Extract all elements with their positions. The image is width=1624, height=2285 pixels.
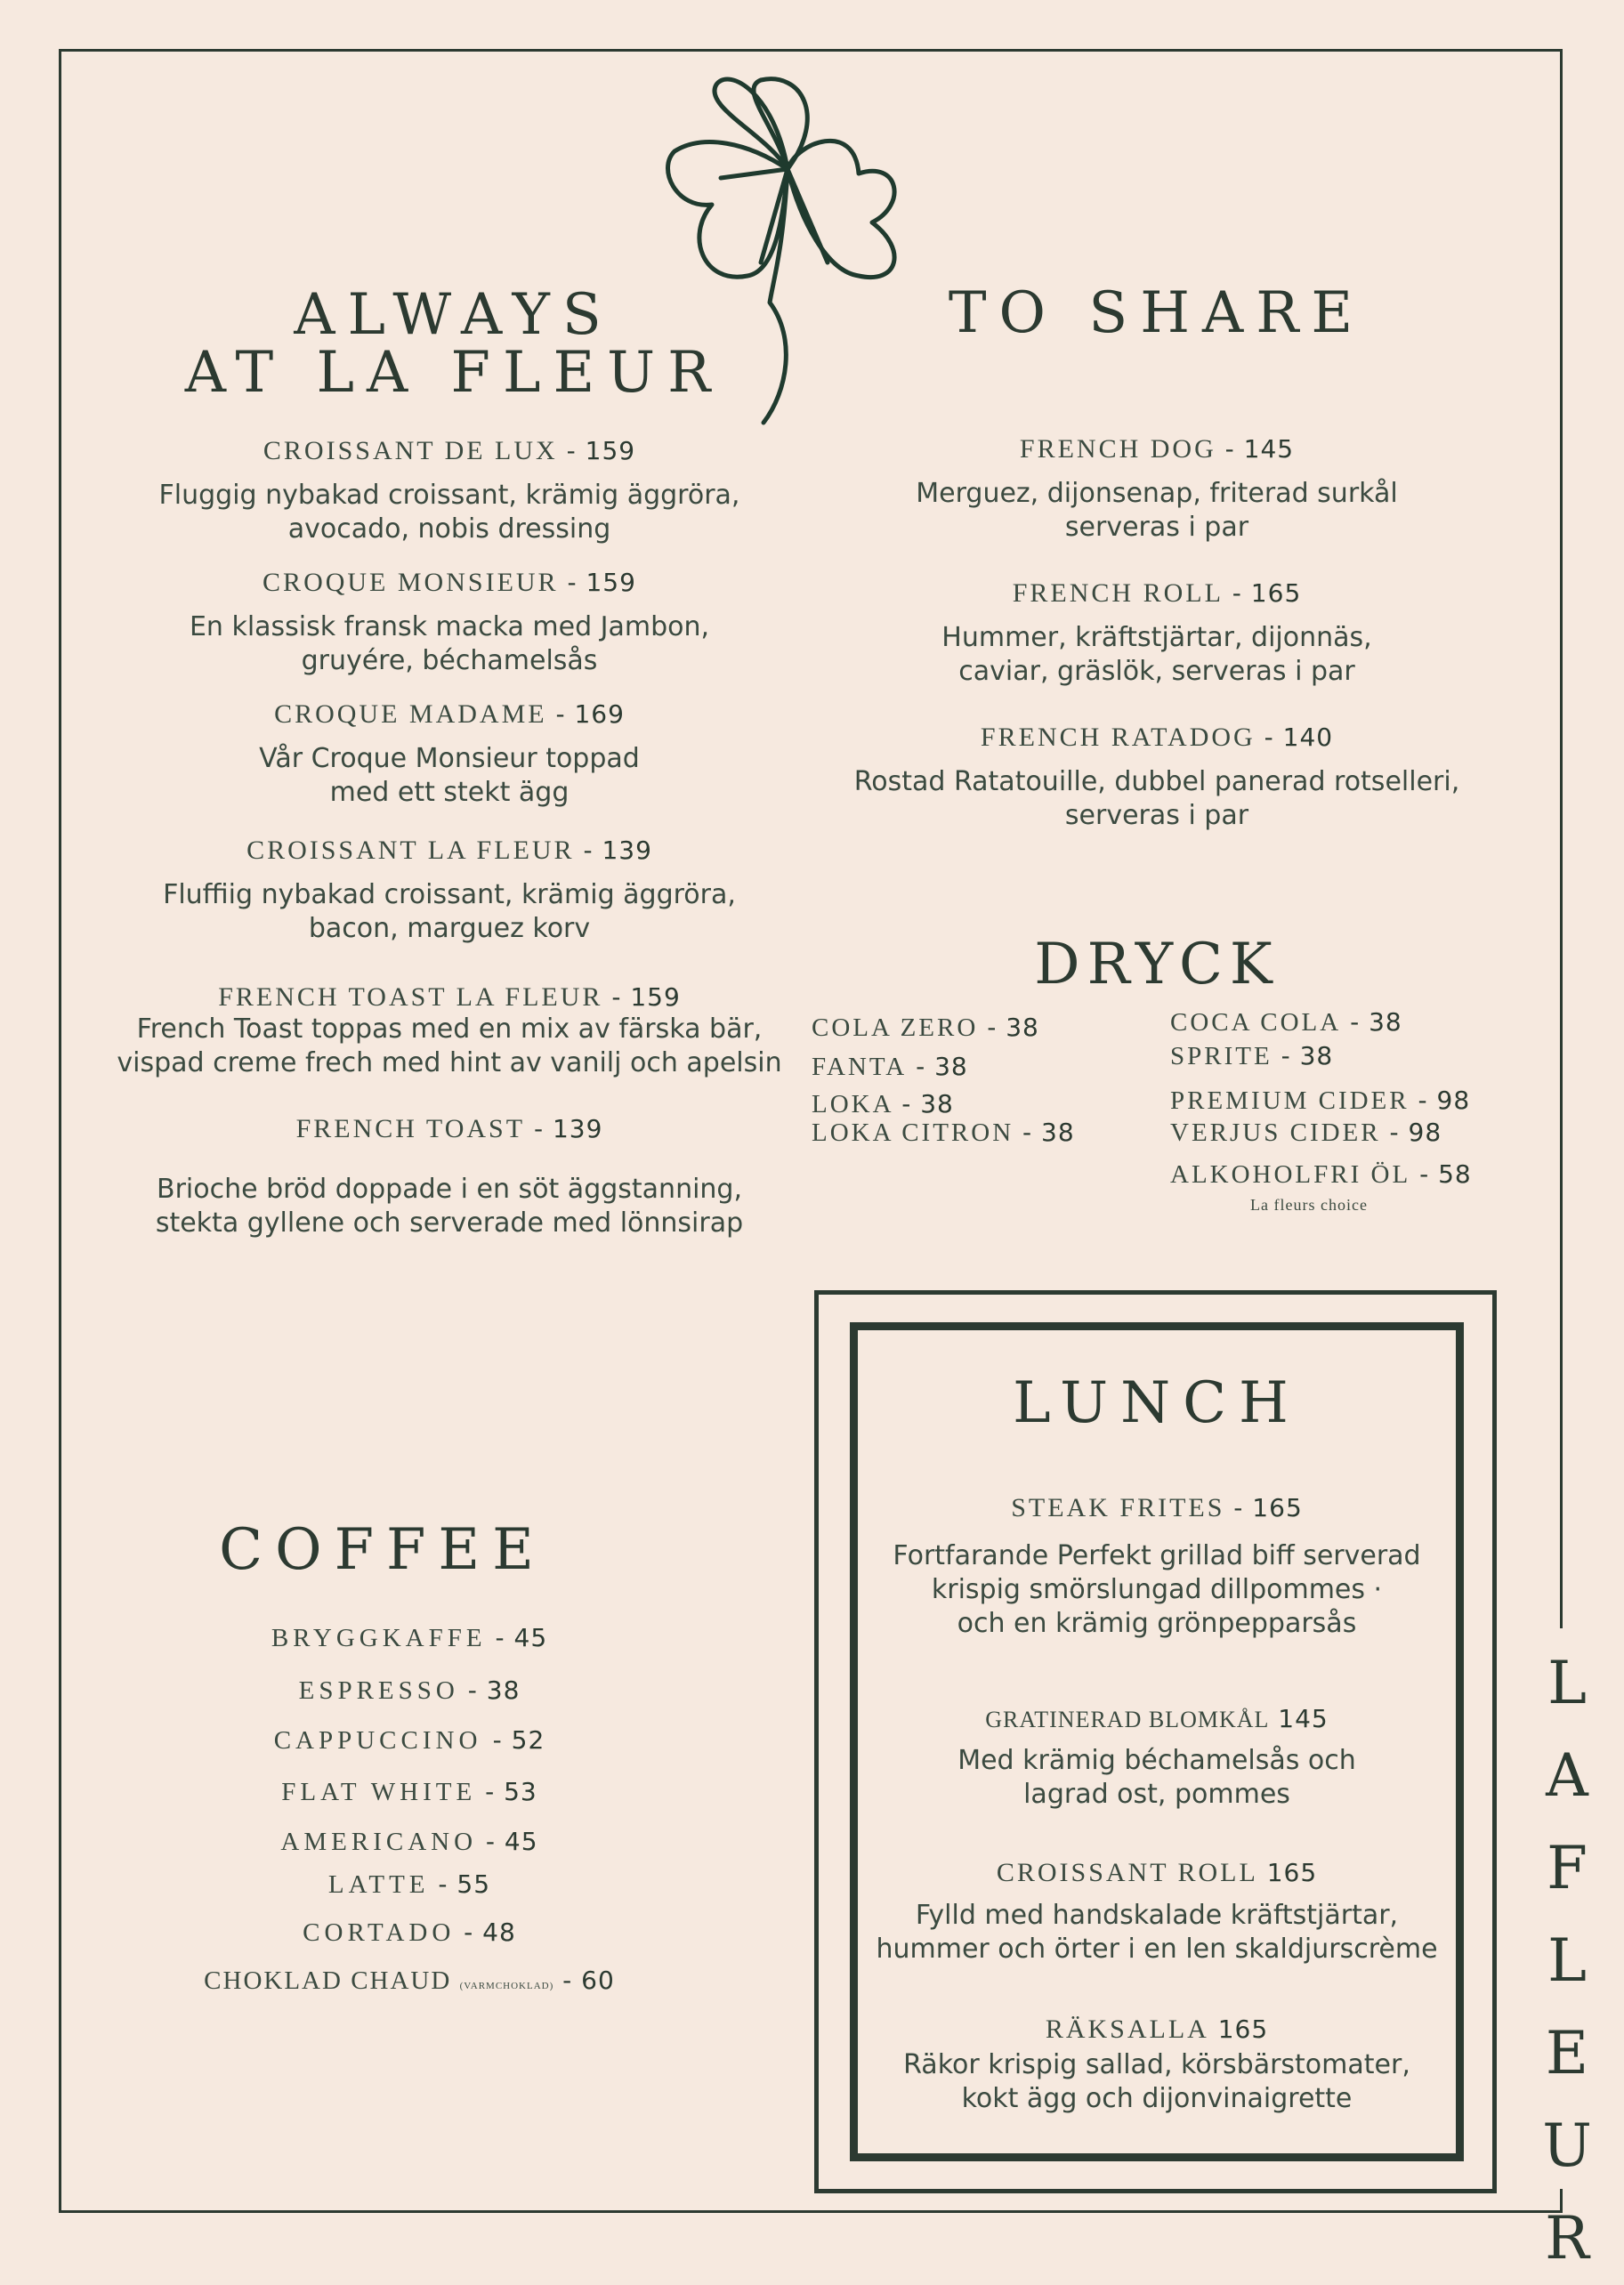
item-price: - 159 [558,568,636,597]
coffee-item [125,1623,694,1653]
drink-price: - 38 [1272,1041,1334,1070]
item-desc: Vår Croque Monsieur toppad [259,743,640,774]
item-desc: Merguez, dijonsenap, friterad surkål [916,478,1398,509]
brand-letter: F [1547,1834,1588,1902]
menu-item [80,568,819,678]
item-desc: Rostad Ratatouille, dubbel panerad rotselleri, [853,766,1460,797]
drink-note: La fleurs choice [1250,1196,1368,1214]
always-heading-line1: ALWAYS [294,282,614,348]
share-heading: TO SHARE [948,280,1366,346]
drink-item [1170,1159,1472,1190]
drink-price: - 38 [907,1052,968,1081]
drink-item [812,1052,968,1082]
item-desc: caviar, gräslök, serveras i par [958,656,1355,687]
drink-item [1170,1007,1402,1038]
coffee-name: CORTADO [303,1918,456,1947]
drink-name: COLA ZERO [812,1013,979,1042]
item-price: - 159 [602,982,681,1012]
item-price: 145 [1269,1704,1329,1733]
item-price: - 165 [1224,1493,1303,1522]
item-name: STEAK FRITES [1011,1493,1225,1522]
item-desc: gruyére, béchamelsås [301,645,598,676]
menu-item [80,836,819,946]
drink-name: FANTA [812,1053,908,1081]
item-price: - 165 [1223,578,1302,608]
brand-letter: E [1545,2019,1589,2087]
coffee-name: FLAT WHITE [281,1778,477,1806]
coffee-price: - 53 [476,1777,537,1806]
item-name: RÄKSALLA [1045,2015,1209,2044]
coffee-name: LATTE [327,1870,430,1899]
coffee-price: - 48 [455,1918,516,1947]
menu-item [819,723,1495,833]
drink-name: ALKOHOLFRI ÖL [1170,1160,1411,1189]
menu-item [80,1114,819,1240]
item-desc: avocado, nobis dressing [287,513,611,545]
coffee-note: (VARMCHOKLAD) [459,1981,554,1991]
drink-name: SPRITE [1170,1042,1273,1070]
drink-price: - 58 [1410,1159,1472,1189]
coffee-price: - 52 [492,1725,545,1755]
coffee-item [125,1966,694,1996]
coffee-name: BRYGGKAFFE [271,1624,487,1652]
item-name: CROISSANT DE LUX [263,436,558,465]
item-name: FRENCH TOAST LA FLEUR [218,982,603,1012]
item-price: - 139 [525,1114,603,1143]
coffee-item [125,1918,694,1948]
item-desc: Räkor krispig sallad, körsbärstomater, [903,2049,1410,2080]
item-desc: Fluggig nybakad croissant, krämig äggröra, [158,480,740,511]
brand-letter: R [1545,2204,1589,2273]
item-name: CROQUE MONSIEUR [263,568,559,597]
menu-item [854,2015,1459,2116]
item-desc: serveras i par [1064,512,1249,543]
coffee-name: ESPRESSO [298,1676,459,1705]
item-desc: En klassisk fransk macka med Jambon, [189,611,710,642]
item-price: - 145 [1216,434,1295,464]
drink-price: - 38 [901,1089,954,1118]
item-desc: Fortfarande Perfekt grillad biff serverad [893,1540,1421,1571]
item-name: FRENCH TOAST [295,1114,526,1143]
drink-item [812,1013,1039,1043]
coffee-price: - 38 [458,1675,521,1705]
drink-name: COCA COLA [1170,1008,1342,1037]
menu-item [854,1493,1459,1641]
item-desc: Med krämig béchamelsås och [957,1745,1356,1776]
item-desc: Fluffiig nybakad croissant, krämig äggröra, [163,879,736,910]
item-desc: Fylld med handskalade kräftstjärtar, [915,1900,1399,1931]
drink-name: VERJUS CIDER [1170,1118,1381,1147]
brand-letter: L [1547,1649,1587,1717]
item-name: FRENCH RATADOG [980,723,1256,752]
menu-item [854,1858,1459,1966]
page-border-right-top [1560,49,1563,1628]
menu-item [80,699,819,810]
item-price: - 159 [557,436,636,465]
drink-price: - 38 [1014,1118,1075,1147]
brand-letter: U [1542,2111,1592,2180]
drink-item [812,1118,1075,1148]
coffee-item [125,1675,694,1706]
item-desc: kokt ägg och dijonvinaigrette [961,2083,1353,2114]
drink-price: - 98 [1409,1086,1471,1115]
item-desc: hummer och örter i en len skaldjurscrème [876,1934,1438,1965]
drink-name: LOKA [812,1090,902,1118]
coffee-price: - 60 [553,1966,615,1995]
drink-item [1170,1086,1470,1116]
item-name: CROISSANT ROLL [996,1858,1258,1887]
coffee-name: CAPPUCCINO [273,1726,493,1755]
coffee-price: - 45 [486,1623,548,1652]
coffee-item [125,1827,694,1857]
drinks-heading: DRYCK [1034,932,1280,997]
item-desc: med ett stekt ägg [329,777,570,808]
item-price: 165 [1257,1858,1318,1887]
coffee-item [125,1725,694,1756]
brand-letter: L [1547,1926,1587,1995]
always-heading-line2: AT LA FLEUR [184,340,723,407]
item-desc: French Toast toppas med en mix av färska bär, [136,1013,763,1045]
coffee-item [125,1777,694,1807]
item-desc: krispig smörslungad dillpommes · [931,1574,1383,1605]
item-price: 165 [1208,2015,1269,2044]
item-price: - 139 [574,836,652,865]
item-name: FRENCH ROLL [1012,578,1224,608]
item-name: CROISSANT LA FLEUR [246,836,575,865]
item-desc: stekta gyllene och serverade med lönnsirap [155,1207,744,1239]
coffee-name: CHOKLAD CHAUD [204,1966,452,1995]
menu-item [80,436,819,546]
item-name: FRENCH DOG [1019,434,1216,464]
menu-item [854,1704,1459,1812]
item-name: CROQUE MADAME [274,699,547,729]
menu-item [819,578,1495,689]
item-price: - 140 [1255,723,1334,752]
coffee-price: - 55 [429,1869,491,1899]
item-desc: bacon, marguez korv [308,913,591,944]
drink-item [812,1089,954,1119]
drink-item [1170,1118,1442,1148]
menu-item [80,982,819,1080]
coffee-item [125,1869,694,1900]
coffee-price: - 45 [477,1827,538,1856]
menu-item [819,434,1495,545]
brand-letter: A [1546,1741,1588,1810]
item-desc: Hummer, kräftstjärtar, dijonnäs, [941,622,1372,653]
drink-item [1170,1041,1333,1071]
lunch-heading: LUNCH [1013,1370,1301,1436]
item-desc: serveras i par [1064,800,1249,831]
brand-vertical-text [1536,1637,1598,2285]
item-desc: Brioche bröd doppade i en söt äggstanning, [156,1174,743,1205]
item-desc: lagrad ost, pommes [1023,1779,1290,1810]
drink-price: - 38 [978,1013,1039,1042]
drink-name: LOKA CITRON [812,1118,1014,1147]
coffee-heading: COFFEE [219,1517,546,1583]
drink-price: - 38 [1341,1007,1402,1037]
always-heading [160,282,747,407]
item-desc: vispad creme frech med hint av vanilj och apelsin [117,1047,782,1078]
item-price: - 169 [546,699,625,729]
coffee-name: AMERICANO [280,1828,478,1856]
drink-price: - 98 [1380,1118,1442,1147]
drink-name: PREMIUM CIDER [1170,1086,1410,1115]
item-desc: och en krämig grönpepparsås [957,1608,1357,1639]
item-name: GRATINERAD BLOMKÅL [985,1707,1270,1732]
